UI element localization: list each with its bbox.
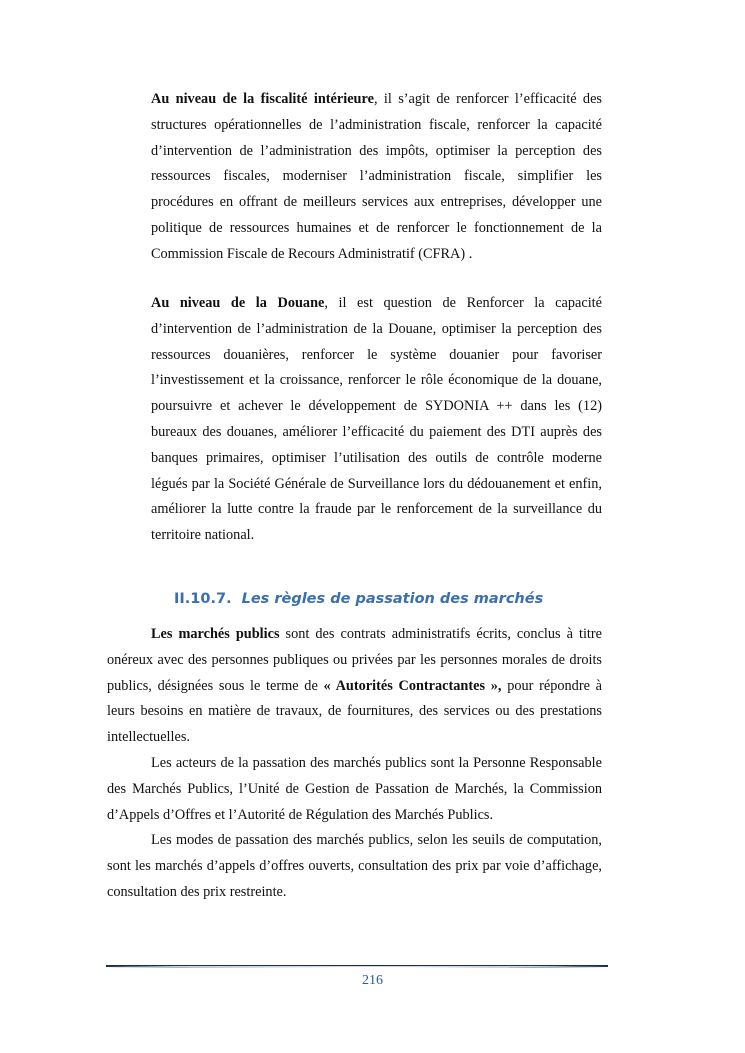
section-number: II.10.7.	[174, 591, 232, 607]
paragraph-marches-publics	[107, 622, 602, 751]
paragraph-body-continued: pour répondre à leurs besoins en matière de travaux, de fournitures, des services ou des prestations intellectuelles.	[107, 677, 602, 746]
section-heading	[174, 591, 543, 607]
paragraph-douane	[151, 291, 602, 549]
paragraph-modes: Les modes de passation des marchés publics, selon les seuils de computation, sont les marchés d’appels d’offres ouverts, consultation des prix par voie d’affichage, consultation des prix restreinte.	[107, 832, 602, 900]
paragraph-body: , il est question de Renforcer la capacité d’intervention de l’administration de la Douane, optimiser la perception des ressources douanières, renforcer le système douanier pour favoriser l’investissement et la croissance, renforcer le rôle économique de la douane, poursuivre et achever le développement de SYDONIA ++ dans les (12) bureaux des douanes, améliorer l’efficacité du paiement des DTI auprès des banques primaires, optimiser l’utilisation des outils de contrôle moderne légués par la Société Générale de Surveillance lors du dédouanement et enfin, améliorer la lutte contre la fraude par le renforcement de la surveillance du territoire national.	[151, 295, 602, 544]
paragraph-fiscalite-interieure	[151, 87, 602, 268]
paragraph-body: sont des contrats administratifs écrits, conclus à titre onéreux avec des personnes publiques ou privées par les personnes morales de droits publics, désignées sous le terme de	[107, 626, 603, 694]
paragraph-lead: Les marchés publics	[151, 626, 280, 642]
section-title: Les règles de passation des marchés	[241, 591, 544, 607]
footer-rule	[106, 964, 608, 969]
paragraph-emphasis: « Autorités Contractantes »,	[323, 677, 502, 694]
page-number: 216	[362, 973, 383, 988]
paragraph-body: , il s’agit de renforcer l’efficacité des structures opérationnelles de l’administration fiscale, renforcer la capacité d’intervention de l’administration des impôts, optimiser la perception des ressources fiscales, moderniser l’administration fiscale, simplifier les procédures en offrant de meilleurs services aux entreprises, développer une politique de ressources humaines et de renforcer le fonctionnement de la Commission Fiscale de Recours Administratif (CFRA) .	[151, 91, 602, 262]
paragraph-acteurs: Les acteurs de la passation des marchés publics sont la Personne Responsable des Marchés Publics, l’Unité de Gestion de Passation de Marchés, la Commission d’Appels d’Offres et l’Autorité de Régulation des Marchés Publics.	[107, 755, 602, 823]
paragraph-lead: Au niveau de la fiscalité intérieure	[151, 91, 374, 107]
paragraph-lead: Au niveau de la Douane	[151, 295, 325, 311]
